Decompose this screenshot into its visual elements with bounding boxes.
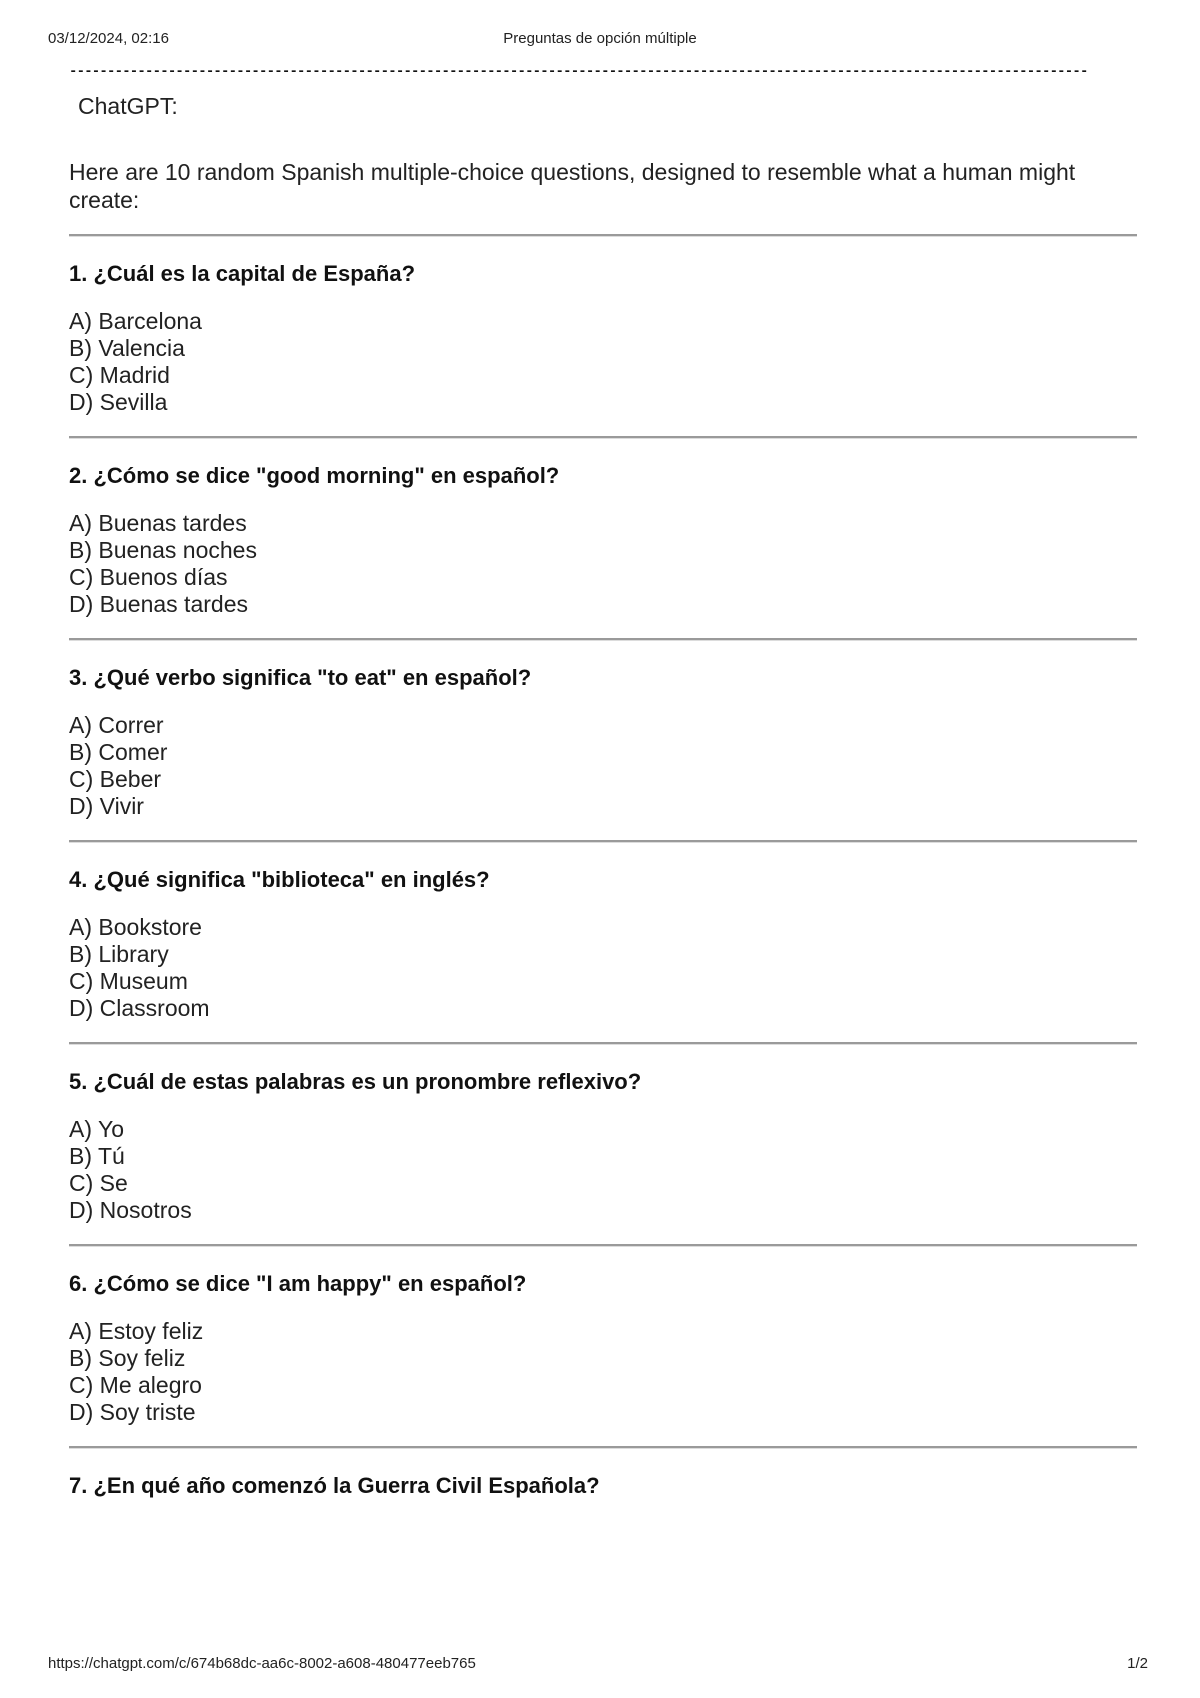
answer-option: A) Estoy feliz [69,1318,204,1344]
answer-option: A) Buenas tardes [69,510,247,536]
question-1 [69,260,1139,416]
answer-option: C) Buenos días [69,564,228,590]
horizontal-rule [69,840,1137,843]
answer-option: A) Barcelona [69,308,202,334]
answer-option: A) Bookstore [69,914,202,940]
answer-option: B) Comer [69,739,168,765]
question-3 [69,664,1139,820]
print-header [48,30,1152,50]
question-4 [69,866,1139,1022]
answer-option: D) Nosotros [69,1197,192,1223]
question-title: 3. ¿Qué verbo significa "to eat" en español? [69,665,532,690]
question-6 [69,1270,1139,1426]
dashed-separator: -------------------------------------------------------------------------------------------------------------------------------------- [69,64,1088,80]
answer-options [69,712,1139,820]
answer-options [69,1116,1139,1224]
document-content [69,62,1139,1500]
question-2 [69,462,1139,618]
question-5 [69,1068,1139,1224]
answer-options [69,510,1139,618]
print-footer [48,1655,1152,1675]
answer-option: C) Beber [69,766,162,792]
answer-options [69,914,1139,1022]
question-title: 7. ¿En qué año comenzó la Guerra Civil Española? [69,1473,600,1498]
horizontal-rule [69,1446,1137,1449]
answer-option: D) Vivir [69,793,144,819]
horizontal-rule [69,638,1137,641]
answer-options [69,1318,1139,1426]
answer-option: A) Yo [69,1116,124,1142]
answer-option: D) Sevilla [69,389,168,415]
answer-options [69,308,1139,416]
answer-option: B) Valencia [69,335,185,361]
question-title: 2. ¿Cómo se dice "good morning" en español? [69,463,560,488]
horizontal-rule [69,1244,1137,1247]
answer-option: B) Tú [69,1143,125,1169]
horizontal-rule [69,436,1137,439]
question-title: 4. ¿Qué significa "biblioteca" en inglés? [69,867,490,892]
question-7 [69,1472,1139,1500]
answer-option: D) Buenas tardes [69,591,248,617]
answer-option: B) Soy feliz [69,1345,186,1371]
question-title: 1. ¿Cuál es la capital de España? [69,261,416,286]
page-number: 1/2 [1127,1655,1148,1672]
page-url: https://chatgpt.com/c/674b68dc-aa6c-8002-a608-480477eeb765 [48,1655,476,1672]
horizontal-rule [69,234,1137,237]
answer-option: C) Me alegro [69,1372,202,1398]
print-date: 03/12/2024, 02:16 [48,30,169,47]
print-title: Preguntas de opción múltiple [503,30,697,47]
speaker-label: ChatGPT: [78,93,178,119]
horizontal-rule [69,1042,1137,1045]
answer-option: C) Madrid [69,362,170,388]
answer-option: B) Buenas noches [69,537,257,563]
question-title: 6. ¿Cómo se dice "I am happy" en español? [69,1271,527,1296]
answer-option: D) Classroom [69,995,210,1021]
answer-option: A) Correr [69,712,164,738]
answer-option: C) Se [69,1170,128,1196]
intro-text: Here are 10 random Spanish multiple-choice questions, designed to resemble what a human might create: [69,159,1076,213]
answer-option: C) Museum [69,968,188,994]
question-title: 5. ¿Cuál de estas palabras es un pronombre reflexivo? [69,1069,642,1094]
answer-option: D) Soy triste [69,1399,196,1425]
answer-option: B) Library [69,941,169,967]
